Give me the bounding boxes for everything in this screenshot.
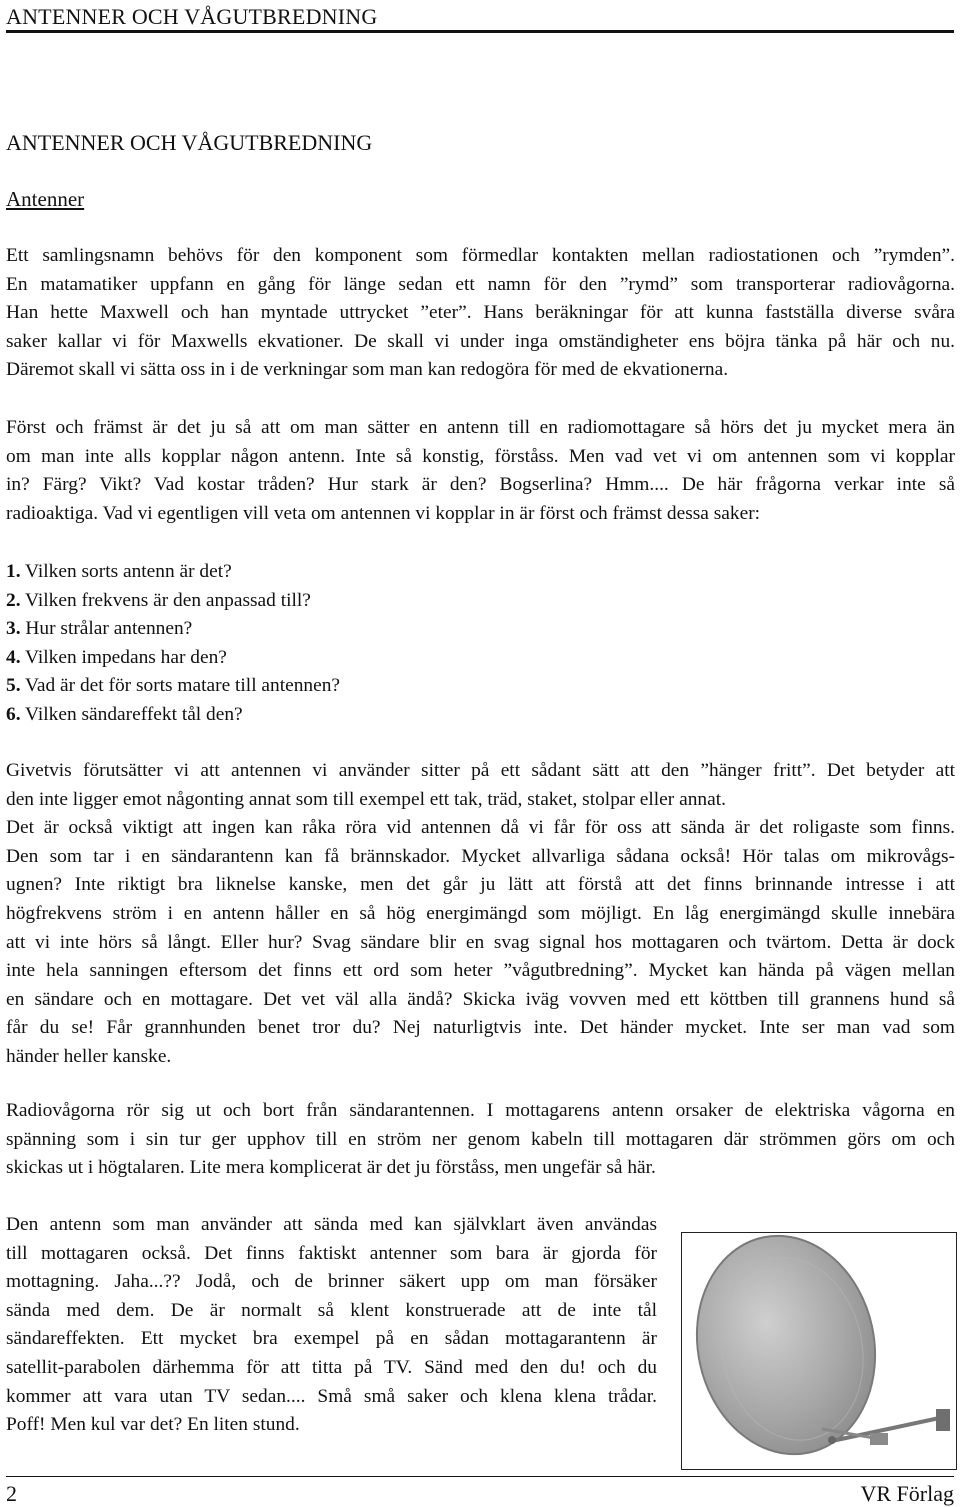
- text-line: Den antenn som man använder att sända med kan självklart även användas: [6, 1214, 657, 1235]
- text-line: den inte ligger emot någonting annat som till exempel ett tak, träd, staket, stolpar eller annat.: [6, 788, 726, 810]
- text-line: Den som tar i en sändarantenn kan få brännskador. Mycket allvarliga sådana också! Hör talas om mikrovågs-: [6, 845, 955, 867]
- text-line: högfrekvens ström i en antenn håller en så hög energimängd som möjligt. En låg energimängd skulle innebära: [6, 902, 955, 924]
- header-divider: [6, 30, 954, 33]
- text-line: inte hela sanningen eftersom det finns ett ord som heter ”vågutbredning”. Mycket kan hända på vägen mellan: [6, 960, 955, 982]
- satellite-dish-photo: [681, 1232, 957, 1470]
- text-line: radioaktiga. Vad vi egentligen vill veta om antennen vi kopplar in är först och främst dessa saker:: [6, 502, 761, 524]
- text-line: spänning som i sin tur ger upphov till en ström ner genom kabeln till mottagaren där strömmen görs om och: [6, 1128, 955, 1150]
- text-line: Däremot skall vi sätta oss in i de verkningar som man kan redogöra för med de ekvationerna.: [6, 359, 729, 381]
- list-item: 3. Hur strålar antennen?: [6, 618, 193, 640]
- list-item: 1. Vilken sorts antenn är det?: [6, 561, 232, 582]
- page-title: ANTENNER OCH VÅGUTBREDNING: [6, 130, 373, 155]
- text-line: till mottagaren också. Det finns faktiskt antenner som bara är gjorda för: [6, 1242, 657, 1264]
- footer-divider: [6, 1476, 954, 1477]
- text-line: in? Färg? Vikt? Vad kostar tråden? Hur stark är den? Bogserlina? Hmm.... De här frågorna verkar inte så: [6, 474, 955, 496]
- text-line: sända med dem. De är normalt så klent konstruerade att de inte tål: [6, 1299, 657, 1321]
- question-list: [6, 558, 340, 730]
- paragraph-questions-intro: [6, 414, 955, 528]
- paragraph-receive-antennas: [6, 1211, 657, 1440]
- list-item: 6. Vilken sändareffekt tål den?: [6, 703, 243, 725]
- list-item: 4. Vilken impedans har den?: [6, 646, 227, 668]
- paragraph-safety: [6, 757, 955, 1072]
- text-line: Poff! Men kul var det? En liten stund.: [6, 1414, 300, 1436]
- satellite-dish-icon: [682, 1233, 956, 1469]
- publisher-name: VR Förlag: [860, 1481, 954, 1506]
- running-header-title: ANTENNER OCH VÅGUTBREDNING: [6, 4, 378, 29]
- list-item: 5. Vad är det för sorts matare till antennen?: [6, 675, 341, 697]
- text-line: saker kallar vi för Maxwells ekvationer. De skall vi under inga omständigheter ens böjra tänka på här och nu.: [6, 330, 955, 352]
- text-line: ugnen? Inte riktigt bra liknelse kanske, men det går ju lätt att förstå att det finns brinnande intresse i att: [6, 874, 955, 896]
- text-line: Givetvis förutsätter vi att antennen vi använder sitter på ett sådant sätt att den ”hänger fritt”. Det betyder att: [6, 760, 955, 781]
- text-line: en sändare och en mottagare. Det vet väl alla ändå? Skicka iväg vovven med ett köttben till grannens hund så: [6, 988, 955, 1010]
- text-line: En matamatiker uppfann en gång för länge sedan ett namn för den ”rymd” som transporterar radiovågorna.: [6, 273, 955, 295]
- text-line: Först och främst är det ju så att om man sätter en antenn till en radiomottagare så hörs det ju mycket mera än: [6, 417, 955, 438]
- text-line: kommer att vara utan TV sedan.... Små små saker och klena klena trådar.: [6, 1385, 657, 1407]
- page-number: 2: [6, 1481, 17, 1506]
- text-line: får du se! Får grannhunden benet tror du? Nej naturligtvis inte. Det händer mycket. Inte ser man vad som: [6, 1017, 955, 1039]
- text-line: att vi inte hörs så långt. Eller hur? Svag sändare blir en svag signal hos mottagaren och tvärtom. Detta är dock: [6, 931, 955, 953]
- list-item: 2. Vilken frekvens är den anpassad till?: [6, 589, 311, 611]
- text-line: Radiovågorna rör sig ut och bort från sändarantennen. I mottagarens antenn orsaker de elektriska vågorna en: [6, 1100, 955, 1121]
- text-line: skickas ut i högtalaren. Lite mera komplicerat är det ju förståss, men ungefär så här.: [6, 1157, 656, 1179]
- text-line: Det är också viktigt att ingen kan råka röra vid antennen då vi får för oss att sända är det roligaste som finns.: [6, 817, 955, 839]
- section-heading-antenner: Antenner: [6, 187, 85, 211]
- text-line: Ett samlingsnamn behövs för den komponent som förmedlar kontakten mellan radiostationen och ”rymden”.: [6, 245, 955, 266]
- text-line: om man inte alls kopplar någon antenn. Inte så konstig, förståss. Men vad vet vi om antennen som vi kopplar: [6, 445, 955, 467]
- paragraph-intro: [6, 242, 955, 385]
- text-line: Han hette Maxwell och han myntade uttrycket ”eter”. Hans beräkningar för att kunna fastställa diverse svåra: [6, 302, 955, 324]
- text-line: mottagning. Jaha...?? Jodå, och de brinner säkert upp om man försäker: [6, 1271, 657, 1293]
- paragraph-wave-propagation: [6, 1097, 955, 1183]
- text-line: händer heller kanske.: [6, 1045, 172, 1067]
- text-line: sändareffekten. Ett mycket bra exempel på en sådan mottagarantenn är: [6, 1328, 657, 1350]
- text-line: satellit-parabolen därhemma för att titta på TV. Sänd med den du! och du: [6, 1356, 657, 1378]
